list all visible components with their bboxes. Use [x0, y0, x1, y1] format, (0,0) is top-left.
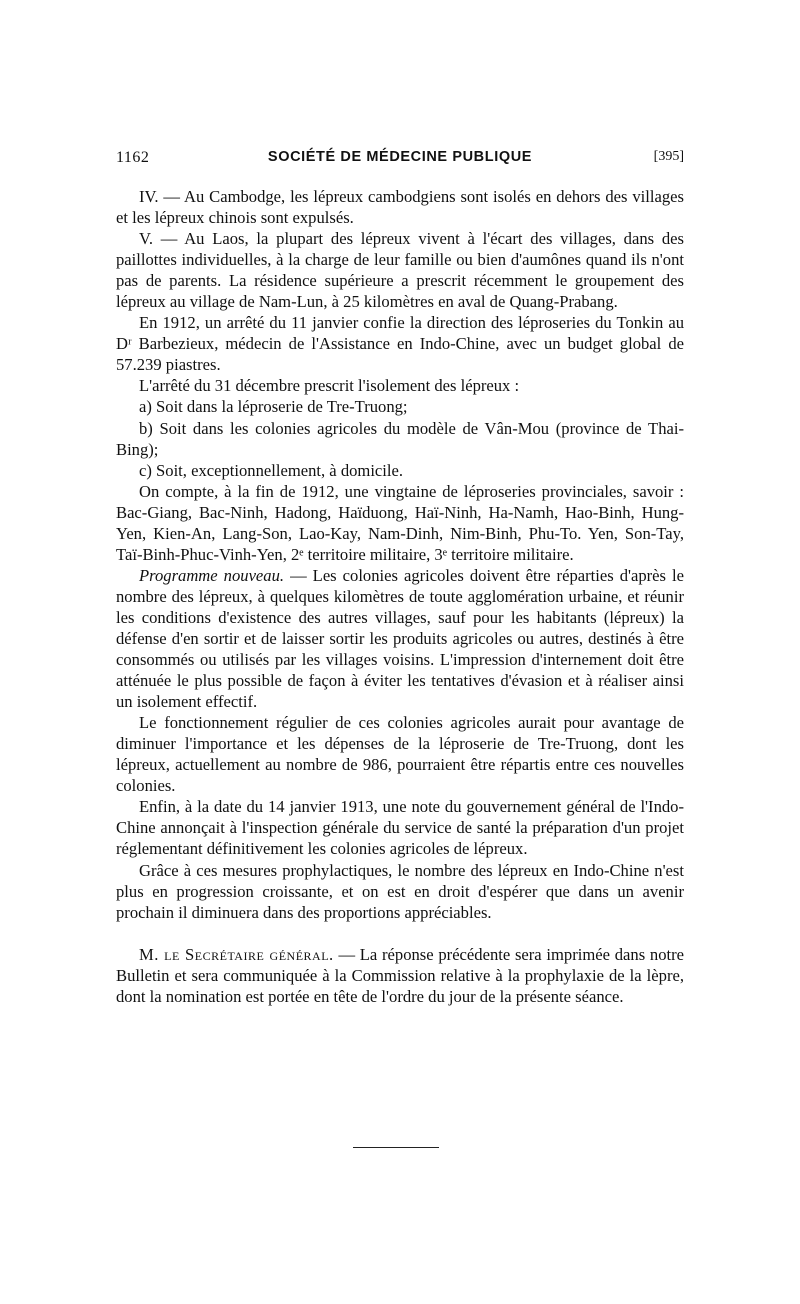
paragraph-leproseries-list: On compte, à la fin de 1912, une vingtaine de léproseries provinciales, savoir : Bac-Giang, Bac-Ninh, Hadong, Haïduong, Haï-Ninh, Ha-Namh, Hao-Binh, Hung-Yen, Kien-An, Lang-Son, Lao-Kay, Nam-Dinh, Nim-Binh, Phu-To. Yen, Son-Tay, Taï-Binh-Phuc-Vinh-Yen, 2ᵉ territoire militaire, 3ᵉ territoire militaire.	[116, 481, 684, 564]
paragraph-cambodge: IV. — Au Cambodge, les lépreux cambodgiens sont isolés en dehors des villages et les lépreux chinois sont expulsés.	[116, 187, 684, 228]
speaker-name: M. le Secrétaire général.	[139, 944, 334, 964]
running-title: SOCIÉTÉ DE MÉDECINE PUBLIQUE	[267, 149, 533, 165]
list-item-b: b) Soit dans les colonies agricoles du modèle de Vân-Mou (province de Thai-Bing);	[116, 418, 684, 459]
paragraph-programme	[116, 565, 684, 712]
secretaire-text: — La réponse précédente sera imprimée dans notre Bulletin et sera communiquée à la Commission relative à la prophylaxie de la lèpre, dont la nomination est portée en tête de l'ordre du jour de la présente séance.	[116, 944, 684, 1006]
section-divider	[353, 1147, 439, 1148]
page-number: 1162	[116, 149, 150, 166]
list-item-a: a) Soit dans la léproserie de Tre-Truong;	[139, 397, 408, 417]
folio-number: [395]	[653, 149, 684, 164]
body-text	[116, 186, 684, 1007]
programme-heading: Programme nouveau.	[139, 565, 285, 585]
list-item-c: c) Soit, exceptionnellement, à domicile.	[139, 460, 404, 480]
paragraph-fonctionnement: Le fonctionnement régulier de ces colonies agricoles aurait pour avantage de diminuer l'importance et les dépenses de la léproserie de Tre-Truong, dont les lépreux, actuellement au nombre de 986, pourraient être répartis entre ces nouvelles colonies.	[116, 713, 684, 796]
paragraph-secretaire	[116, 944, 684, 1007]
page-header	[116, 149, 684, 171]
paragraph-enfin: Enfin, à la date du 14 janvier 1913, une note du gouvernement général de l'Indo-Chine annonçait à l'inspection générale du service de santé la préparation d'un projet réglementant définitivement les colonies agricoles de lépreux.	[116, 797, 684, 859]
paragraph-laos: V. — Au Laos, la plupart des lépreux vivent à l'écart des villages, dans des paillottes individuelles, à la charge de leur famille ou bien d'aumônes quand ils n'ont pas de parents. La résidence supérieure a prescrit récemment le groupement des lépreux au village de Nam-Lun, à 25 kilomètres en aval de Quang-Prabang.	[116, 229, 684, 312]
programme-text: — Les colonies agricoles doivent être réparties d'après le nombre des lépreux, à quelques kilomètres de toute agglomération urbaine, et réunir les conditions d'existence des autres villages, sauf pour les habitants (lépreux) la défense d'en sortir et de laisser sortir les produits agricoles ou autres, destinés à être consommés ou utilisés par les villages voisins. L'impression d'internement doit être atténuée le plus possible de façon à éviter les tentatives d'évasion et à réaliser ainsi un isolement effectif.	[116, 565, 684, 712]
paragraph-tonkin-1912: En 1912, un arrêté du 11 janvier confie la direction des léproseries du Tonkin au Dʳ Barbezieux, médecin de l'Assistance en Indo-Chine, avec un budget global de 57.239 piastres.	[116, 313, 684, 375]
paragraph-grace: Grâce à ces mesures prophylactiques, le nombre des lépreux en Indo-Chine n'est plus en progression croissante, et on est en droit d'espérer que dans un avenir prochain il diminuera dans des proportions appréciables.	[116, 860, 684, 922]
paragraph-arrete: L'arrêté du 31 décembre prescrit l'isolement des lépreux :	[139, 376, 520, 396]
